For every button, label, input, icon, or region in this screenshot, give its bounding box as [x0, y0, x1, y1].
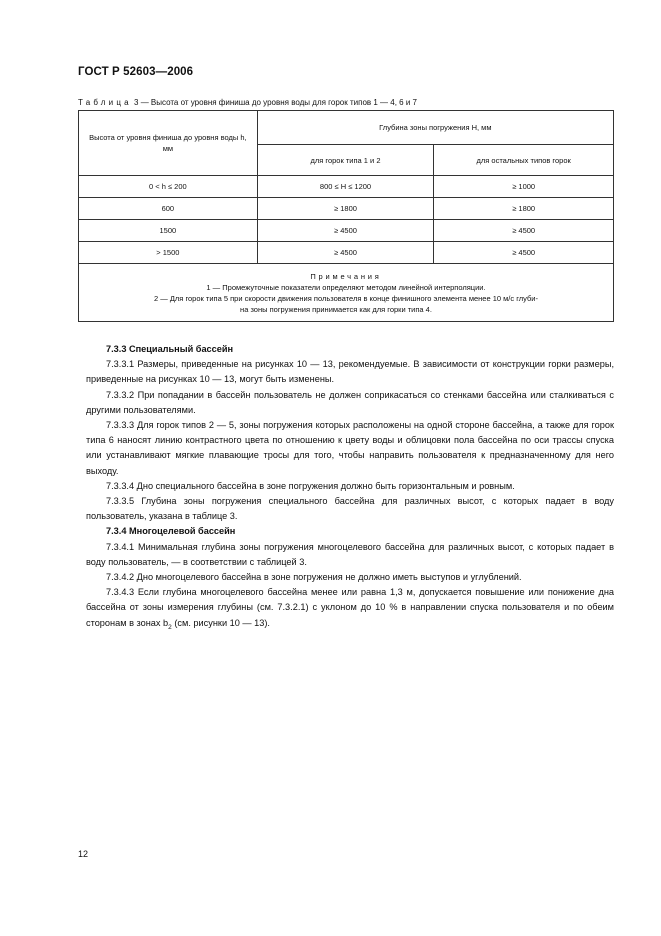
- paragraph: 7.3.4.3 Если глубина многоцелевого бассейна менее или равна 1,3 м, допускается повышение или понижение дна бассейна от зоны измерения глубины (см. 7.3.2.1) с уклоном до 10 % в направлении спуска пользователя и по обеим сторонам в зонах $b_2$ (см. рисунки 10 — 13).: [86, 587, 614, 631]
- cell-depth-other: ≥ 1800: [434, 198, 614, 220]
- page-number: 12: [78, 849, 89, 859]
- sub-header-other: для остальных типов горок: [434, 145, 614, 176]
- paragraph: 7.3.3.2 При попадании в бассейн пользователь не должен соприкасаться со стенками бассейна или сталкиваться с другими пользователями.: [86, 389, 614, 415]
- notes-title: Примечания: [310, 271, 382, 281]
- table-caption-text: 3 — Высота от уровня финиша до уровня воды для горок типов 1 — 4, 6 и 7: [134, 98, 417, 107]
- col-header-height: Высота от уровня финиша до уровня воды h, мм: [79, 111, 258, 176]
- section-heading-special-pool: 7.3.3 Специальный бассейн: [106, 344, 234, 354]
- table-caption-label: Таблица: [78, 98, 132, 107]
- cell-height: 600: [79, 198, 258, 220]
- table-notes: [79, 264, 614, 322]
- note-2: 2 — Для горок типа 5 при скорости движения пользователя в конце финишного элемента менее 10 м/с глуби-: [154, 293, 538, 303]
- section-heading-multipurpose-pool: 7.3.4 Многоцелевой бассейн: [106, 526, 236, 537]
- paragraph: 7.3.4.2 Дно многоцелевого бассейна в зоне погружения не должно иметь выступов и углублений.: [106, 572, 522, 583]
- cell-height: 1500: [79, 220, 258, 242]
- table-row: [79, 198, 614, 220]
- table-row: [79, 242, 614, 264]
- paragraph: 7.3.3.3 Для горок типов 2 — 5, зоны погружения которых расположены на одной стороне бассейна, а также для горок типа 6 наносят линию контрастного цвета по отношению к цвету воды и облицовки пола бассейна по оси трассы спуска или устанавливают мягкие плавающие тросы для того, чтобы направить пользователя к предназначенному для него выходу.: [86, 420, 614, 476]
- cell-depth-1-2: ≥ 1800: [257, 198, 434, 220]
- paragraph: 7.3.3.4 Дно специального бассейна в зоне погружения должно быть горизонтальным и ровным.: [106, 480, 515, 491]
- sub-header-type-1-2: для горок типа 1 и 2: [257, 145, 434, 176]
- body-text: [86, 342, 614, 635]
- cell-height: 0 < h ≤ 200: [79, 176, 258, 198]
- depth-table: [78, 110, 614, 322]
- cell-depth-other: ≥ 4500: [434, 220, 614, 242]
- col-header-group: Глубина зоны погружения H, мм: [257, 111, 613, 145]
- cell-depth-other: ≥ 1000: [434, 176, 614, 198]
- paragraph: 7.3.3.1 Размеры, приведенные на рисунках 10 — 13, рекомендуемые. В зависимости от конструкции горки размеры, приведенные на рисунках 10 — 13, могут быть изменены.: [86, 359, 614, 385]
- cell-height: > 1500: [79, 242, 258, 264]
- cell-depth-1-2: ≥ 4500: [257, 220, 434, 242]
- cell-depth-1-2: ≥ 4500: [257, 242, 434, 264]
- cell-depth-other: ≥ 4500: [434, 242, 614, 264]
- note-2-continuation: на зоны погружения принимается как для горки типа 4.: [240, 304, 432, 314]
- table-row: [79, 220, 614, 242]
- paragraph: 7.3.3.5 Глубина зоны погружения специального бассейна для различных высот, с которых падает в воду пользователь, указана в таблице 3.: [86, 496, 614, 522]
- page-header: ГОСТ Р 52603—2006: [78, 66, 194, 78]
- table-caption: [78, 98, 417, 107]
- cell-depth-1-2: 800 ≤ H ≤ 1200: [257, 176, 434, 198]
- table-row: [79, 176, 614, 198]
- paragraph: 7.3.4.1 Минимальная глубина зоны погружения многоцелевого бассейна для различных высот, с которых падает в воду пользователь, — в соответствии с таблицей 3.: [86, 541, 614, 567]
- note-1: 1 — Промежуточные показатели определяют методом линейной интерполяции.: [206, 282, 486, 292]
